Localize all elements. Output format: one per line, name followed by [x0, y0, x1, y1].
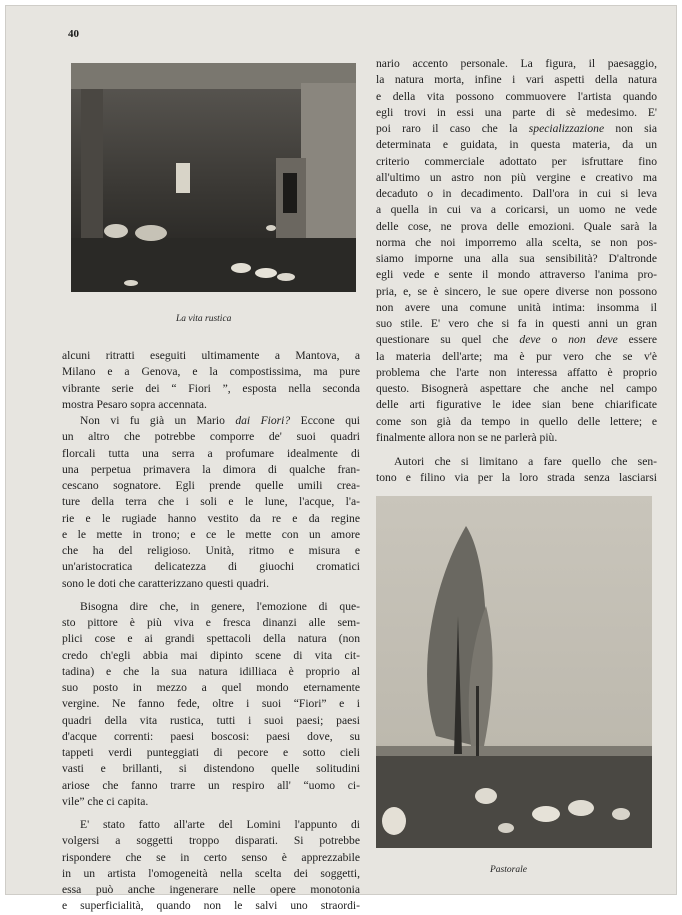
text-line	[376, 365, 657, 381]
text-line	[376, 170, 657, 186]
text-line	[376, 219, 657, 235]
text-line	[376, 397, 657, 413]
paragraph	[62, 413, 360, 592]
figure-caption: Pastorale	[490, 865, 527, 875]
text-line	[376, 154, 657, 170]
text-line	[376, 202, 657, 218]
text-line	[376, 105, 657, 121]
text-line: cescano sognatore. Egli prende quelle umili crea-	[62, 479, 360, 492]
text-line	[376, 284, 657, 300]
text-line: alcuni ritratti eseguiti ultimamente a Mantova, a	[62, 349, 360, 362]
text-run: criterio commerciale adottato per isfruttare fino	[376, 154, 657, 168]
left-column	[62, 348, 360, 915]
pastorale-image	[376, 496, 652, 848]
text-line: vergine. Ne fanno fede, oltre i suoi “Fiori” e i	[62, 697, 360, 711]
text-line: credo ch'egli abbia mai dipinto scene di vita cit-	[62, 648, 360, 662]
text-line: rie e le rugiade hanno vestito da re e da regine	[62, 511, 360, 525]
text-line: vile” che ci capita.	[62, 794, 149, 808]
text-run: all'ultimo un astro non più vergine e creativo ma	[376, 170, 657, 184]
paragraph	[62, 599, 360, 810]
text-run: pria, e, se è sincero, le sue opere diverse non possono	[376, 284, 657, 298]
text-line	[376, 430, 657, 446]
text-line	[376, 251, 657, 267]
text-line: quadri della vita rustica, tutti i suoi paesi; paesi	[62, 713, 360, 727]
vita-rustica-image	[71, 63, 356, 292]
paragraph	[62, 348, 360, 413]
italic-term: non deve	[568, 333, 618, 347]
text-run: problema che l'arte non interessa affatto è proprio	[376, 365, 657, 379]
text-line: ariose che fanno trarre un respiro all' “uomo ci-	[62, 778, 360, 792]
text-line: suo posto in mezzo a quel mondo eternamente	[62, 681, 360, 694]
text-line: d'acque correnti: paesi boscosi: paesi dove, su	[62, 729, 360, 743]
text-run: egli vede e sente il mondo attraverso l'anima pro-	[376, 268, 657, 282]
text-line: Autori che si limitano a fare quello che sen-	[394, 455, 657, 468]
text-line: ture della terra che i soli e le lune, l'acque, l'a-	[62, 495, 360, 509]
paragraph	[376, 454, 657, 487]
text-run: a quella in cui va a coricarsi, un uomo ne vede	[376, 203, 657, 217]
text-line: essa può anche ingenerare nelle opere monotonia	[62, 883, 360, 896]
text-line: volgersi a soggetti troppo disparati. Si potrebbe	[62, 834, 360, 848]
magazine-page	[6, 6, 676, 913]
text-line: che ha del religioso. Unità, ritmo e misura e	[62, 544, 360, 557]
text-line: tadina) e che la sua natura idilliaca è proprio al	[62, 664, 360, 678]
figure-vita-rustica	[71, 63, 356, 292]
text-run: come son già da tempo in quello delle lettere; e	[376, 414, 657, 428]
text-line: e le mette in trono; e ce le mette con un amore	[62, 527, 360, 541]
text-line: E' stato fatto all'arte del Lomini l'appunto di	[80, 818, 360, 831]
figure-caption: La vita rustica	[176, 314, 232, 324]
text-line: tappeti verdi punteggiati di pecore e sotto cieli	[62, 746, 360, 759]
text-line: Milano e a Genova, e la compostissima, ma pure	[62, 365, 360, 379]
right-column	[376, 56, 657, 487]
text-run: determinata e guidata, in questa materia, da un	[376, 138, 657, 152]
text-line	[376, 137, 657, 153]
text-line	[376, 72, 657, 88]
text-line	[376, 316, 657, 332]
text-run: essere	[617, 333, 657, 347]
text-run: non avere una comune unità intima: insomma il	[376, 300, 657, 314]
italic-term: deve	[519, 333, 541, 347]
text-line: rispondere che se in certo senso è apprezzabile	[62, 850, 360, 864]
text-run: decaduto o in decadimento. Dall'ora in cui si leva	[376, 187, 657, 200]
text-line: plici cose e ai grandi spettacoli della natura (non	[62, 632, 360, 646]
text-run: Eccone qui	[290, 414, 361, 427]
text-line	[376, 267, 657, 283]
text-run: questo. Bisognerà aspettare che anche nel campo	[376, 382, 657, 395]
text-line: e superficialità, quando non le salvi uno straordi-	[62, 899, 360, 913]
text-run: la natura morta, infine i vari aspetti della natura	[376, 73, 657, 87]
text-line	[376, 121, 657, 137]
italic-title: dai Fiori?	[235, 414, 291, 427]
text-line: sono le doti che caratterizzano questi quadri.	[62, 576, 269, 590]
text-run: nario accento personale. La figura, il paesaggio,	[376, 57, 657, 70]
text-run: non sia	[604, 122, 657, 135]
text-run: e della vita possono commuovere l'artista quando	[376, 89, 657, 103]
text-line: Bisogna dire che, in genere, l'emozione di que-	[80, 599, 360, 613]
text-line	[376, 56, 657, 72]
text-run: delle arti figurative le idee sian bene chiarificate	[376, 398, 657, 412]
text-line	[376, 414, 657, 430]
text-line	[376, 300, 657, 316]
text-run: o	[540, 333, 569, 347]
text-run: suo stile. E' vero che si fa in questi anni un gran	[376, 317, 657, 330]
text-run: Non vi fu già un Mario	[80, 414, 236, 427]
text-line	[376, 235, 657, 251]
paragraph	[376, 56, 657, 446]
italic-term: specializzazione	[528, 122, 605, 135]
text-line: vasti e brillanti, si distendono quelle solitudini	[62, 762, 360, 776]
text-line	[376, 89, 657, 105]
text-line: un'aristocratica delicatezza di giuochi cromatici	[62, 560, 360, 574]
text-line	[376, 381, 657, 397]
page-number: 40	[68, 28, 79, 40]
text-run: delle cose, ne prova delle emozioni. Quale sarà la	[376, 219, 657, 233]
text-line: in un artista l'omogeneità nella scelta dei soggetti,	[62, 866, 360, 880]
text-line: un altro che potrebbe comporre de' suoi quadri	[62, 430, 360, 444]
text-line	[62, 413, 360, 429]
text-line: vibrante serie dei “ Fiori ”, esposta nella seconda	[62, 381, 360, 395]
text-run: poi raro il caso che la	[376, 122, 529, 135]
text-line: mostra Pesaro sopra accennata.	[62, 397, 207, 411]
text-run: finalmente allora non se ne parlerà più.	[376, 430, 558, 444]
text-line: una perpetua primavera la dimora di qualche fran-	[62, 462, 360, 476]
figure-pastorale	[376, 496, 652, 848]
text-run: questionare su quel che	[376, 333, 520, 347]
text-run: norma che noi imporremo alla scelta, se non pos-	[376, 235, 657, 249]
text-run: la materia dell'arte; ma è pur vero che se v'è	[376, 349, 657, 363]
text-line: florcali tutta una serra a profumare idealmente di	[62, 446, 360, 460]
text-run: egli trovi in essi una parte di sè medesimo. E'	[376, 105, 657, 119]
text-line: tono e filino via per la loro strada senza lasciarsi	[376, 471, 657, 485]
text-line	[376, 186, 657, 202]
text-line	[376, 332, 657, 348]
text-line	[376, 349, 657, 365]
text-run: siamo imporne una alla sua sensibilità? D'altronde	[376, 252, 657, 265]
text-line: sto pittore è più viva e fresca dinanzi alle sem-	[62, 616, 360, 629]
